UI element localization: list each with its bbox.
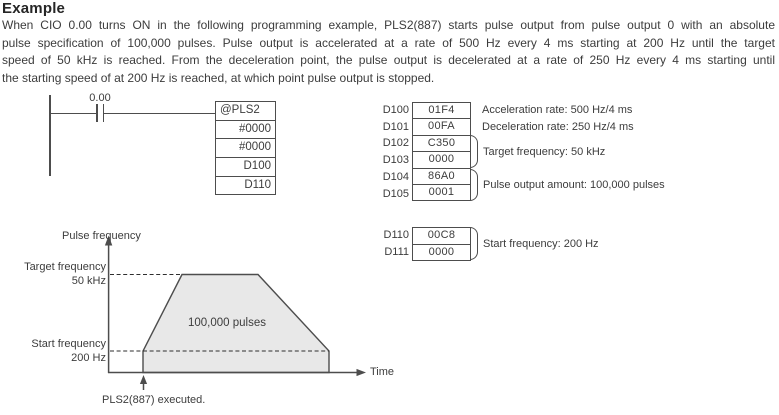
intro-paragraph [2, 17, 775, 87]
paragraph-line: When CIO 0.00 turns ON in the following programming example, PLS2(887) starts pulse output from pulse output 0 with an absolute [2, 18, 775, 32]
group-bracket-pulse-amount [470, 169, 478, 202]
x-axis-arrowhead [357, 369, 367, 376]
memory-value: 0001 [413, 184, 470, 200]
memory-address: D100 [382, 104, 409, 116]
memory-value: 01F4 [428, 104, 455, 116]
annotation-target-frequency: Target frequency: 50 kHz [483, 146, 606, 158]
memory-value: 00C8 [427, 229, 456, 241]
start-frequency-axis-label [0, 338, 106, 366]
memory-value: 0000 [413, 244, 470, 261]
contact-address-label: 0.00 [89, 92, 111, 104]
ladder-left-rail [49, 95, 51, 176]
exec-arrowhead [140, 375, 147, 384]
memory-address: D105 [382, 187, 409, 200]
annotation-deceleration: Deceleration rate: 250 Hz/4 ms [482, 121, 634, 133]
instruction-mnemonic: @PLS2 [220, 104, 260, 116]
annotation-acceleration: Acceleration rate: 500 Hz/4 ms [482, 104, 633, 116]
start-frequency-label-line1: Start frequency [31, 338, 106, 350]
target-frequency-label-line2: 50 kHz [71, 274, 106, 287]
memory-address: D111 [384, 246, 409, 258]
group-bracket-start-frequency [470, 227, 478, 260]
instruction-operand: #0000 [216, 120, 275, 139]
ladder-wire [104, 113, 215, 115]
ladder-wire [49, 113, 96, 115]
instruction-operand: #0000 [216, 138, 275, 157]
contact-bar-left [96, 104, 98, 122]
memory-value: C350 [413, 135, 470, 151]
target-frequency-label-line1: Target frequency [24, 261, 106, 273]
memory-value: 00FA [413, 118, 470, 134]
paragraph-line: the starting speed of at 200 Hz is reached, at which point pulse output is stopped. [2, 70, 435, 85]
memory-value-box [412, 102, 471, 201]
memory-address: D101 [382, 120, 409, 133]
memory-address: D103 [382, 154, 409, 167]
memory-address: D102 [382, 137, 409, 150]
annotation-start-frequency: Start frequency: 200 Hz [483, 238, 599, 250]
memory-value: 86A0 [413, 168, 470, 184]
y-axis-title: Pulse frequency [62, 230, 141, 242]
x-axis-title: Time [370, 366, 395, 378]
instruction-operand: D100 [216, 157, 275, 176]
start-frequency-label-line2: 200 Hz [71, 351, 106, 364]
area-pulse-count-label: 100,000 pulses [188, 317, 267, 329]
target-frequency-axis-label [0, 261, 106, 289]
paragraph-line: speed of 50 kHz is reached. From the deceleration point, the pulse output is decelerated at a rate of 250 Hz every 4 ms starting until [2, 53, 775, 67]
paragraph-line: pulse specification of 100,000 pulses. Pulse output is accelerated at a rate of 500 Hz every 4 ms starting at 200 Hz until the target [2, 35, 775, 50]
instruction-operand: D110 [216, 176, 275, 195]
memory-value-box [412, 227, 471, 261]
memory-value: 0000 [413, 151, 470, 167]
group-bracket-target-frequency [470, 135, 478, 168]
pls2-instruction-block [215, 101, 276, 195]
exec-annotation: PLS2(887) executed. [102, 394, 206, 406]
memory-address: D104 [382, 170, 409, 183]
memory-address: D110 [383, 229, 409, 241]
annotation-pulse-amount: Pulse output amount: 100,000 pulses [483, 179, 665, 191]
page-title: Example [2, 0, 66, 17]
